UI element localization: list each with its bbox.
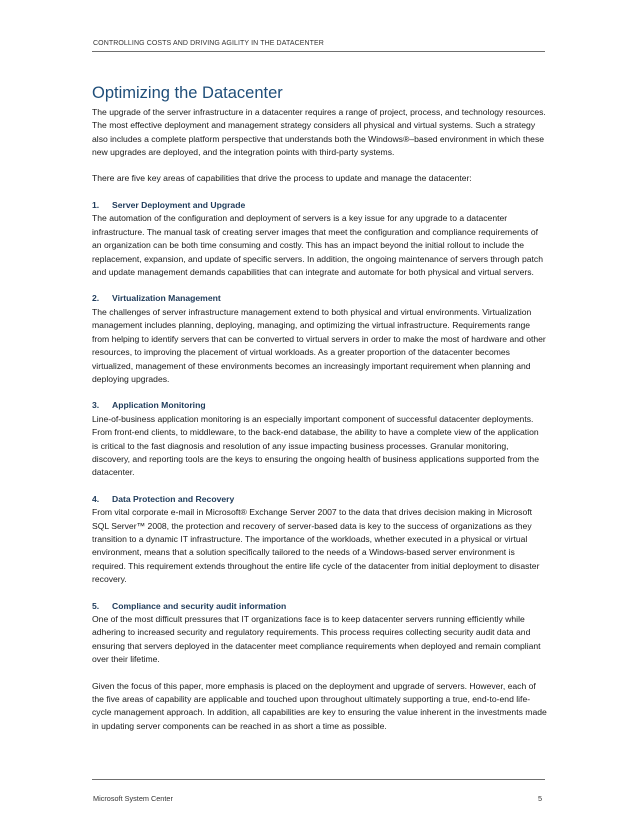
section-1	[92, 199, 547, 279]
section-2	[92, 292, 547, 386]
section-body: One of the most difficult pressures that IT organizations face is to keep datacenter servers running efficiently while adhering to increased security and regulatory requirements. This process requires collecting security audit data and ensuring that servers deployed in the datacenter meet compliance requirements when deployed and remain compliant over their lifetime.	[92, 614, 541, 665]
section-4	[92, 493, 547, 587]
section-heading: 2. Virtualization Management	[92, 293, 221, 304]
section-heading: 4. Data Protection and Recovery	[92, 493, 235, 504]
section-5	[92, 600, 547, 667]
section-3	[92, 399, 547, 479]
section-body: Line-of-business application monitoring is an especially important component of successful datacenter deployments. From front-end clients, to middleware, to the back-end database, the ability to have a complete view of the application is critical to the fast diagnosis and resolution of any issue impacting business processes. Granular monitoring, discovery, and reporting tools are the keys to ensuring the ongoing health of business applications supported from the datacenter.	[92, 413, 539, 478]
section-heading: 1. Server Deployment and Upgrade	[92, 200, 246, 211]
page-number: 5	[538, 794, 543, 803]
running-header: CONTROLLING COSTS AND DRIVING AGILITY IN THE DATACENTER	[93, 40, 324, 47]
section-heading: 3. Application Monitoring	[92, 400, 206, 411]
page-title: Optimizing the Datacenter	[92, 84, 283, 102]
header-rule	[92, 51, 545, 52]
footer-rule	[92, 779, 545, 780]
section-heading: 5. Compliance and security audit information	[92, 600, 287, 611]
intro-paragraph: The upgrade of the server infrastructure in a datacenter requires a range of project, process, and technology resources. The most effective deployment and management strategy considers all physical and virtual systems. Such a strategy also includes a complete platform perspective that understands both the Windows®–based environment in which these new upgrades are deployed, and the integration points with third-party systems.	[92, 107, 546, 158]
footer-publication: Microsoft System Center	[93, 794, 173, 803]
section-body: From vital corporate e-mail in Microsoft® Exchange Server 2007 to the data that drives decision making in Microsoft SQL Server™ 2008, the protection and recovery of server-based data is key to the success of organizations as they transition to a dynamic IT infrastructure. The importance of the workloads, whether executed in a physical or virtual environment, means that a solution specifically tailored to the needs of a Windows-based server environment is required. This requirement extends throughout the entire life cycle of the datacenter from initial deployment to disaster recovery.	[92, 507, 540, 585]
conclusion-paragraph: Given the focus of this paper, more emphasis is placed on the deployment and upgrade of servers. However, each of the five areas of capability are applicable and touched upon throughout ultimately supporting a true, end-to-end life-cycle management approach. In addition, all capabilities are key to ensuring the value inherent in the investments made in updating server components can be reached in as short a time as possible.	[92, 680, 547, 731]
section-body: The challenges of server infrastructure management extend to both physical and virtual environments. Virtualization management includes planning, deploying, managing, and optimizing the virtual infrastructure. Requirements range from helping to identify servers that can be converted to virtual servers in order to make the most of hardware and other resources, to improving the placement of virtual workloads. As a greater proportion of the datacenter becomes virtualized, management of these environments becomes an increasingly important requirement when planning and deploying upgrades.	[92, 306, 546, 384]
section-body: The automation of the configuration and deployment of servers is a key issue for any upgrade to a datacenter infrastructure. The manual task of creating server images that meet the configuration and compliance requirements of an organization can be both time consuming and costly. This has an impact beyond the initial rollout to include the replacement, expansion, and update of specific servers. In addition, the ongoing maintenance of servers through patch and update management demands capabilities that can integrate and automate for both physical and virtual servers.	[92, 213, 543, 278]
lead-in-paragraph: There are five key areas of capabilities that drive the process to update and manage the datacenter:	[92, 172, 472, 183]
main-content	[92, 82, 547, 745]
